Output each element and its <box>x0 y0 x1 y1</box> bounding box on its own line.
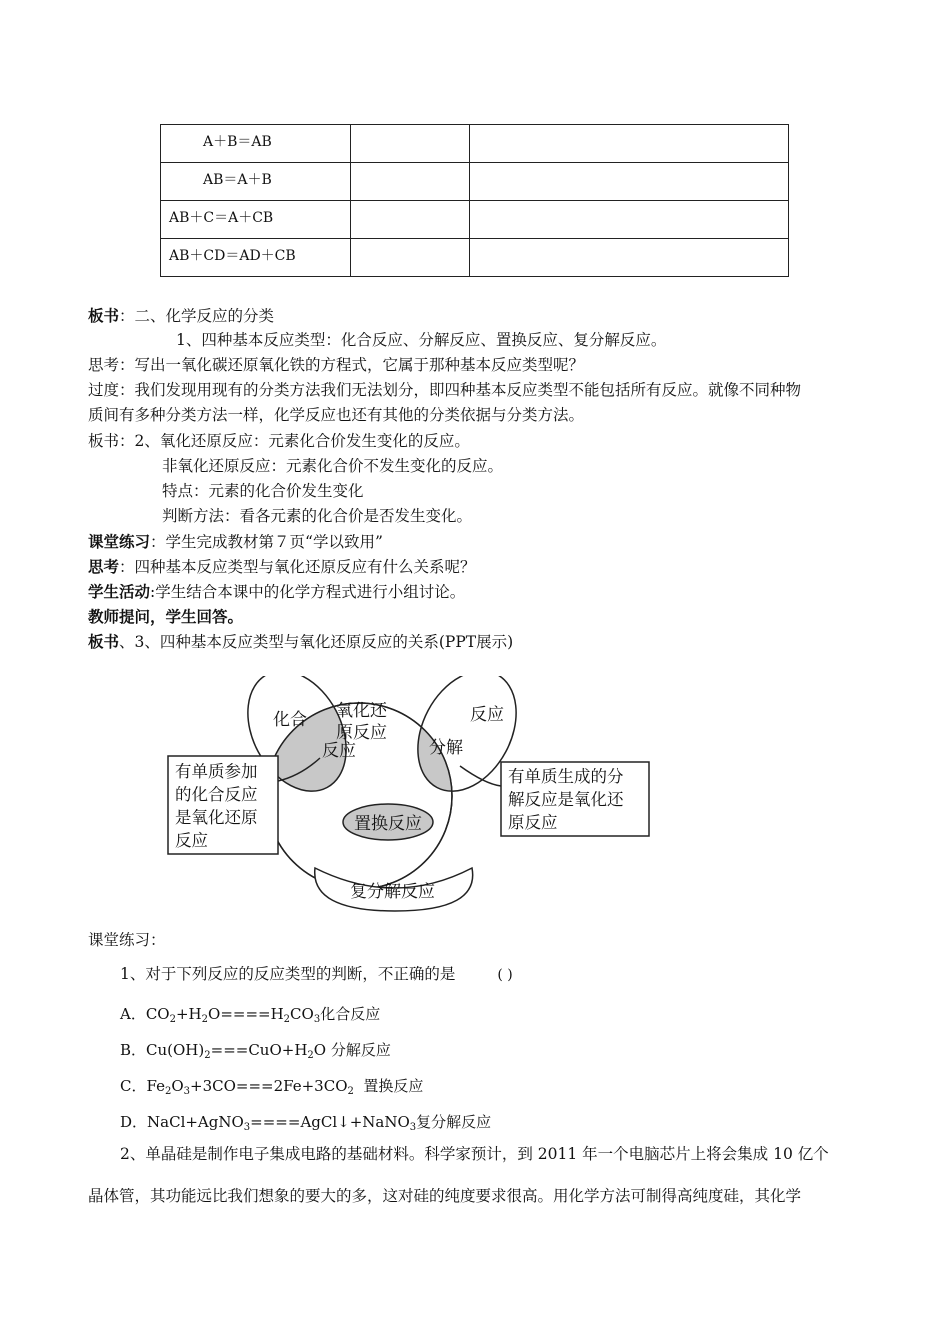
reaction-type-table <box>160 124 789 277</box>
question-1: 1、对于下列反应的反应类型的判断，不正确的是 ( ) <box>120 965 513 983</box>
formula-cell: AB＋C＝A＋CB <box>169 210 274 226</box>
feature-line: 特点：元素的化合价发生变化 <box>162 482 364 500</box>
empty-cell <box>351 239 470 277</box>
student-activity-line: 学生活动:学生结合本课中的化学方程式进行小组讨论。 <box>88 582 466 601</box>
redox-definition: 板书：2、氧化还原反应：元素化合价发生变化的反应。 <box>88 432 470 450</box>
empty-cell <box>470 163 789 201</box>
option-a: A．$CO_2+H_2O====H_2CO_3$化合反应 <box>120 1005 381 1025</box>
non-redox-definition: 非氧化还原反应：元素化合价不发生变化的反应。 <box>162 457 504 475</box>
table-row <box>161 125 789 163</box>
teacher-question-line: 教师提问，学生回答。 <box>88 607 244 626</box>
practice-heading: 课堂练习： <box>88 931 166 949</box>
empty-cell <box>351 201 470 239</box>
transition-line-1: 过度：我们发现用现有的分类方法我们无法划分，即四种基本反应类型不能包括所有反应。就像不同种物 <box>88 381 802 399</box>
right-callout-line: 解反应是氧化还 <box>508 790 624 809</box>
table-row <box>161 239 789 277</box>
basic-types-line: 1、四种基本反应类型：化合反应、分解反应、置换反应、复分解反应。 <box>176 331 667 349</box>
relation-heading: 板书、3、四种基本反应类型与氧化还原反应的关系(PPT展示) <box>88 632 514 651</box>
option-b: B．$Cu(OH)_2===CuO+H_2O$ 分解反应 <box>120 1041 391 1061</box>
table-row <box>161 163 789 201</box>
empty-cell <box>470 125 789 163</box>
empty-cell <box>470 239 789 277</box>
method-line: 判断方法：看各元素的化合价是否发生变化。 <box>162 507 473 525</box>
decomposition-label: 分解 <box>429 738 463 758</box>
transition-line-2: 质间有多种分类方法一样，化学反应也还有其他的分类依据与分类方法。 <box>88 406 585 424</box>
empty-cell <box>470 201 789 239</box>
question-2-line-2: 晶体管，其功能远比我们想象的要大的多，这对硅的纯度要求很高。用化学方法可制得高纯度硅，其化学 <box>88 1187 802 1205</box>
reaction-label-left: 反应 <box>322 741 356 761</box>
question-2-line-1: 2、单晶硅是制作电子集成电路的基础材料。科学家预计，到 2011 年一个电脑芯片上将会集成 10 亿个 <box>120 1145 829 1163</box>
combination-label: 化合 <box>273 710 307 730</box>
redox-relation-diagram <box>160 676 660 916</box>
displacement-label: 置换反应 <box>354 814 422 834</box>
left-callout-line: 反应 <box>175 831 208 850</box>
think-relation-line: 思考：四种基本反应类型与氧化还原反应有什么关系呢？ <box>88 557 476 576</box>
reaction-label-right: 反应 <box>470 705 504 725</box>
think-line: 思考：写出一氧化碳还原氧化铁的方程式，它属于那种基本反应类型呢？ <box>88 356 585 374</box>
redox-label-line1: 氧化还 <box>336 701 387 721</box>
left-callout-line: 是氧化还原 <box>175 808 258 827</box>
right-callout-line: 有单质生成的分 <box>508 767 624 786</box>
formula-cell: AB＋CD＝AD＋CB <box>169 248 296 264</box>
table-row <box>161 201 789 239</box>
double-displacement-label: 复分解反应 <box>350 882 435 902</box>
left-callout-line: 的化合反应 <box>175 785 258 804</box>
option-c: C．$Fe_2O_3+3CO===2Fe+3CO_2$ 置换反应 <box>120 1077 424 1097</box>
formula-cell: AB＝A＋B <box>203 172 272 188</box>
class-practice-line: 课堂练习：学生完成教材第７页“学以致用” <box>88 532 383 551</box>
redox-label-line2: 原反应 <box>336 723 387 743</box>
board-heading: 板书：二、化学反应的分类 <box>88 306 275 325</box>
option-d: D．NaCl+AgNO$_3$====AgCl↓+NaNO$_3$复分解反应 <box>120 1113 492 1133</box>
empty-cell <box>351 163 470 201</box>
right-callout-line: 原反应 <box>508 813 558 832</box>
empty-cell <box>351 125 470 163</box>
left-callout-line: 有单质参加 <box>175 762 258 781</box>
formula-cell: A＋B＝AB <box>203 134 272 150</box>
answer-blank: ( ) <box>497 967 513 983</box>
